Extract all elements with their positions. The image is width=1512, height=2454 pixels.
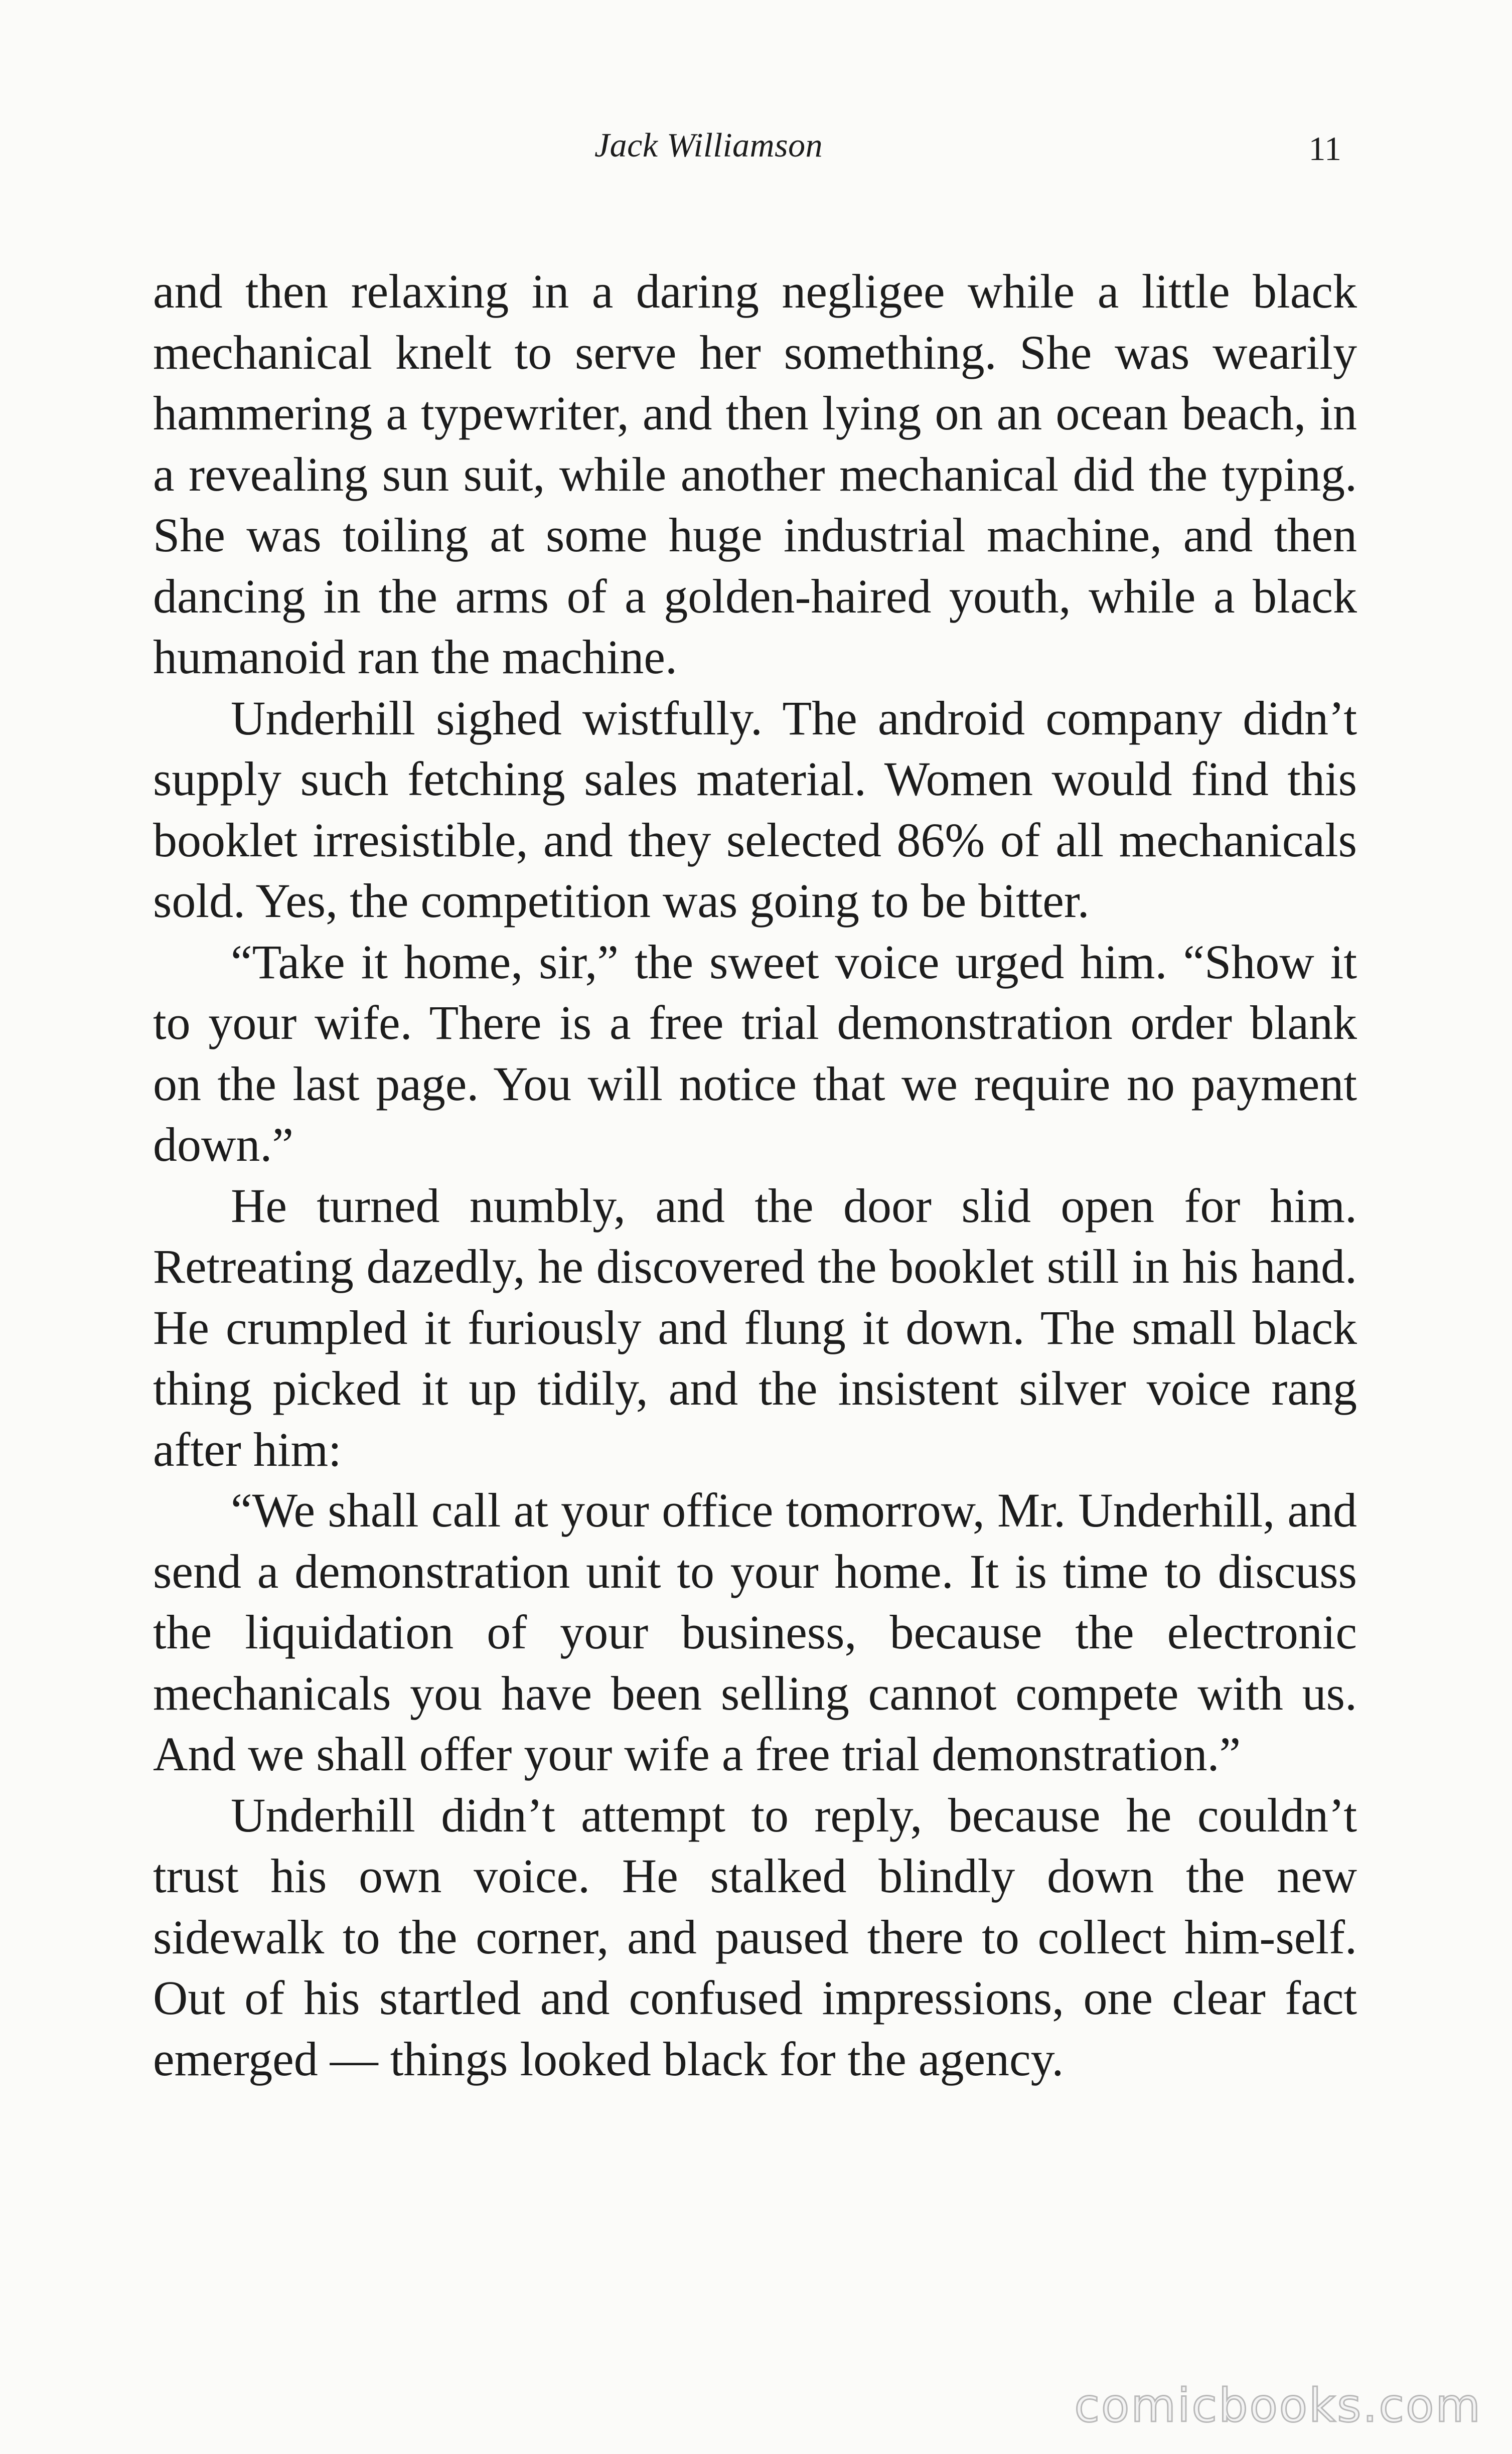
paragraph-5: “We shall call at your office tomorrow, Mr. Underhill, and send a demonstration unit to your home. It is time to discuss the liquidation of your business, because the electronic mechanicals you have been selling cannot compete with us. And we shall offer your wife a free trial demonstration.” (153, 1483, 1357, 1781)
paragraph-2: Underhill sighed wistfully. The android company didn’t supply such fetching sales material. Women would find this booklet irresistible, and they selected 86% of all mechanicals sold. Yes, the competition was going to be bitter. (153, 691, 1357, 928)
page-number: 11 (1308, 129, 1341, 168)
paragraph-3: “Take it home, sir,” the sweet voice urged him. “Show it to your wife. There is a free trial demonstration order blank on the last page. You will notice that we require no payment down.” (153, 935, 1357, 1171)
paragraph-1: and then relaxing in a daring negligee while a little black mechanical knelt to serve her something. She was wearily hammering a typewriter, and then lying on an ocean beach, in a revealing sun suit, while another mechanical did the typing. She was toiling at some huge industrial machine, and then dancing in the arms of a golden-haired youth, while a black humanoid ran the machine. (153, 264, 1357, 684)
body-text (153, 261, 1357, 2089)
site-watermark: comicbooks.com (1074, 2379, 1482, 2432)
running-head-author: Jack Williamson (594, 126, 823, 164)
paragraph-4: He turned numbly, and the door slid open for him. Retreating dazedly, he discovered the booklet still in his hand. He crumpled it furiously and flung it down. The small black thing picked it up tidily, and the insistent silver voice rang after him: (153, 1178, 1357, 1476)
paragraph-6: Underhill didn’t attempt to reply, because he couldn’t trust his own voice. He stalked blindly down the new sidewalk to the corner, and paused there to collect him-self. Out of his startled and confused impressions, one clear fact emerged — things looked black for the agency. (153, 1788, 1357, 2086)
